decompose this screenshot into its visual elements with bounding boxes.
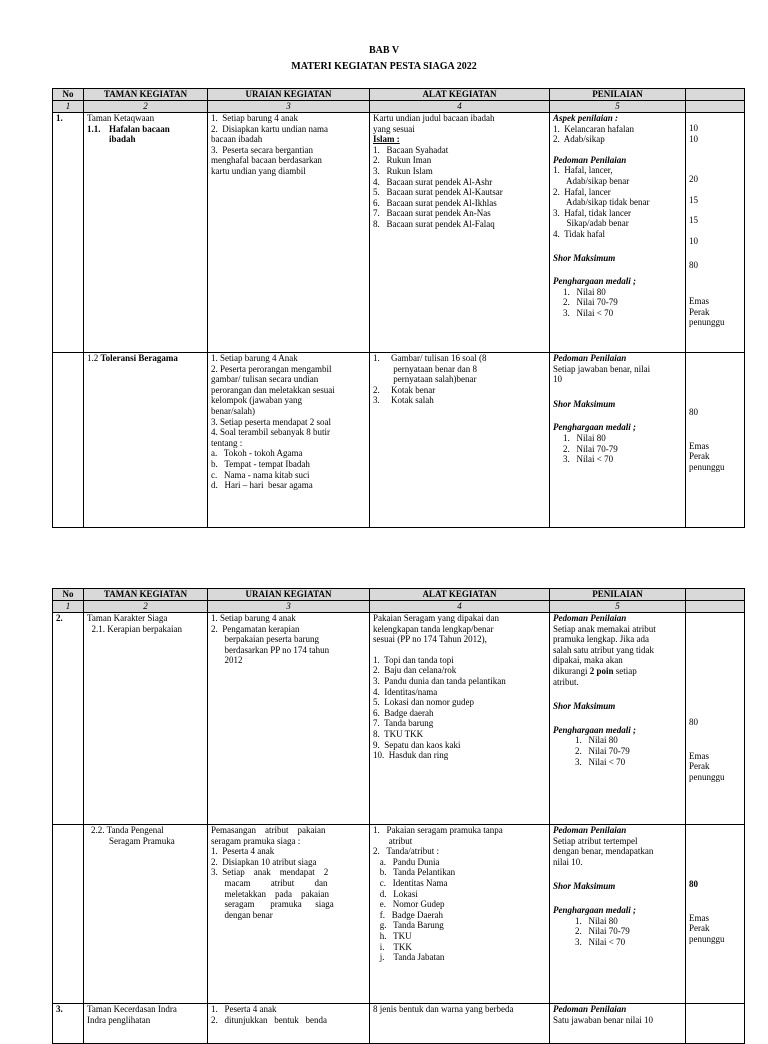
- chapter-label: BAB V: [368, 45, 400, 56]
- medali-item: 3. Nilai < 70: [575, 756, 626, 767]
- aspek-item: 1. Kelancaran hafalan: [553, 123, 634, 134]
- pedoman-text-part: dikurangi: [553, 665, 588, 676]
- penilaian-cell: [550, 613, 686, 825]
- taman-title: Taman Kecerdasan Indra: [87, 1004, 177, 1014]
- medali-heading: Penghargaan medali ;: [553, 276, 637, 287]
- alat-item: f. Badge Daerah: [373, 909, 443, 920]
- aspek-item: 2. Adab/sikap: [553, 134, 605, 145]
- alat-item: 1. Bacaan Syahadat: [373, 144, 449, 155]
- index-cell: [686, 101, 745, 113]
- score-value: 10: [689, 235, 698, 246]
- alat-item: 1. Topi dan tanda topi: [373, 654, 454, 665]
- header-penilaian: PENILAIAN: [550, 589, 686, 601]
- header-no: No: [53, 89, 84, 101]
- medali-item: 2. Nilai 70-79: [563, 297, 618, 308]
- pedoman-item: Adab/sikap tidak benar: [553, 197, 650, 208]
- header-alat: ALAT KEGIATAN: [370, 589, 550, 601]
- alat-line: kelengkapan tanda lengkap/benar: [373, 623, 494, 634]
- activity-table-2: [52, 588, 745, 1044]
- header-no: No: [53, 589, 84, 601]
- taman-cell: [84, 113, 208, 353]
- medali-item: 1. Nilai 80: [575, 915, 618, 926]
- score-max: 80: [689, 407, 698, 417]
- taman-sub: Indra penglihatan: [87, 1014, 151, 1025]
- taman-number: 1.2: [87, 353, 99, 363]
- alat-cell: [370, 825, 550, 1004]
- uraian-item: 2. ditunjukkan bentuk benda: [211, 1014, 327, 1025]
- taman-cell: [84, 825, 208, 1004]
- index-cell: 5: [550, 601, 686, 613]
- alat-item: 3. Kotak salah: [373, 395, 434, 406]
- header-uraian: URAIAN KEGIATAN: [208, 89, 370, 101]
- alat-item: 4. Bacaan surat pendek Al-Ashr: [373, 176, 493, 187]
- score-value: 15: [689, 215, 698, 226]
- medal-label: Perak: [689, 761, 710, 772]
- taman-sub: 2.1. Kerapian berpakaian: [87, 623, 182, 634]
- taman-sub-line: Hafalan bacaan: [109, 123, 170, 134]
- alat-item: 9. Sepatu dan kaos kaki: [373, 739, 461, 750]
- alat-item: 5. Bacaan surat pendek Al-Kautsar: [373, 187, 503, 198]
- uraian-line: 3. Setiap peserta mendapat 2 soal: [211, 416, 331, 427]
- alat-item: 1. Gambar/ tulisan 16 soal (8: [373, 353, 487, 363]
- table-row: [53, 825, 745, 1004]
- shor-maksimum-label: Shor Maksimum: [553, 701, 616, 712]
- activity-table-1: [52, 88, 745, 528]
- index-cell: 2: [84, 601, 208, 613]
- uraian-line: 1. Setiap barung 4 anak: [211, 613, 296, 623]
- penilaian-cell: [550, 825, 686, 1004]
- uraian-item: 2. Disiapkan 10 atribut siaga: [211, 856, 317, 867]
- alat-cell: [370, 613, 550, 825]
- shor-maksimum-label: Shor Maksimum: [553, 252, 616, 263]
- index-cell: 2: [84, 101, 208, 113]
- alat-item: 3. Pandu dunia dan tanda pelantikan: [373, 675, 506, 686]
- medal-label: Perak: [689, 306, 710, 317]
- uraian-line: 1. Setiap barung 4 anak: [211, 113, 298, 123]
- header-score: [686, 89, 745, 101]
- index-cell: 4: [370, 601, 550, 613]
- uraian-line: tentang :: [211, 437, 243, 448]
- uraian-line: b. Tempat - tempat Ibadah: [211, 458, 310, 469]
- alat-heading: Islam :: [373, 134, 400, 145]
- medali-heading: Penghargaan medali ;: [553, 904, 637, 915]
- medal-label: Emas: [689, 440, 709, 451]
- score-value: 15: [689, 194, 698, 205]
- score-max: 80: [689, 259, 698, 270]
- pedoman-text: dipakai, maka akan: [553, 655, 623, 666]
- alat-item: 8. Bacaan surat pendek Al-Falaq: [373, 218, 495, 229]
- medali-item: 3. Nilai < 70: [563, 307, 614, 318]
- medal-label: penunggu: [689, 317, 725, 328]
- header-taman: TAMAN KEGIATAN: [84, 589, 208, 601]
- uraian-line: seragam pramuka siaga :: [211, 835, 301, 846]
- uraian-line: a. Tokoh - tokoh Agama: [211, 448, 303, 459]
- row-number: 1.: [53, 113, 84, 353]
- alat-line: Kartu undian judul bacaan ibadah: [373, 113, 495, 123]
- taman-sub-label: [109, 124, 170, 145]
- taman-title: Taman Ketaqwaan: [87, 113, 155, 123]
- header-uraian: URAIAN KEGIATAN: [208, 589, 370, 601]
- uraian-line: kartu undian yang diambil: [211, 165, 306, 176]
- uraian-line: 2. Disiapkan kartu undian nama: [211, 123, 328, 134]
- alat-item: pernyataan benar dan 8: [373, 363, 477, 374]
- pedoman-heading: Pedoman Penilaian: [553, 154, 627, 165]
- medali-heading: Penghargaan medali ;: [553, 724, 637, 735]
- uraian-line: 1. Setiap barung 4 Anak: [211, 353, 298, 363]
- alat-cell: [370, 113, 550, 353]
- index-cell: 4: [370, 101, 550, 113]
- alat-item: d. Lokasi: [373, 888, 418, 899]
- alat-line: 8 jenis bentuk dan warna yang berbeda: [373, 1004, 514, 1014]
- alat-item: a. Pandu Dunia: [373, 856, 440, 867]
- taman-sub: [87, 124, 204, 145]
- taman-sub-number: 1.1.: [87, 123, 101, 134]
- uraian-item: meletakkan pada pakaian: [211, 888, 329, 899]
- uraian-line: berpakaian peserta barung: [211, 634, 319, 645]
- index-row: [53, 101, 745, 113]
- uraian-item: 3. Setiap anak mendapat 2: [211, 867, 329, 878]
- score-max: 80: [689, 879, 698, 889]
- pedoman-item: 2. Hafal, lancer: [553, 186, 611, 197]
- alat-item: 2. Tanda/atribut :: [373, 846, 439, 857]
- pedoman-text: Setiap jawaban benar, nilai: [553, 363, 651, 374]
- pedoman-text-part: setiap: [613, 665, 637, 676]
- alat-item: 7. Bacaan surat pendek An-Nas: [373, 208, 491, 219]
- medal-label: Emas: [689, 750, 709, 761]
- row-number: 3.: [53, 1004, 84, 1044]
- alat-item: g. Tanda Barung: [373, 920, 444, 931]
- medali-item: 3. Nilai < 70: [563, 454, 614, 465]
- uraian-line: menghafal bacaan berdasarkan: [211, 155, 322, 166]
- medali-item: 1. Nilai 80: [575, 735, 618, 746]
- alat-item: 3. Rukun Islam: [373, 165, 433, 176]
- table-row: [53, 353, 745, 528]
- alat-item: 1. Pakaian seragam pramuka tanpa: [373, 825, 503, 835]
- index-cell: 5: [550, 101, 686, 113]
- pedoman-text: 10: [553, 374, 562, 385]
- uraian-line: berdasarkan PP no 174 tahun: [211, 644, 330, 655]
- medali-item: 2. Nilai 70-79: [575, 926, 630, 937]
- uraian-line: bacaan ibadah: [211, 134, 263, 145]
- uraian-item: 1. Peserta 4 anak: [211, 1004, 277, 1014]
- uraian-line: perorangan dan meletakkan sesuai: [211, 384, 335, 395]
- uraian-line: 4. Soal terambil sebanyak 8 butir: [211, 427, 330, 438]
- taman-cell: [84, 353, 208, 528]
- uraian-line: 3. Peserta secara bergantian: [211, 144, 314, 155]
- score-max: 80: [689, 717, 698, 727]
- pedoman-text: nilai 10.: [553, 856, 583, 867]
- index-cell: 1: [53, 601, 84, 613]
- medali-item: 2. Nilai 70-79: [563, 443, 618, 454]
- medali-heading: Penghargaan medali ;: [553, 422, 637, 433]
- pedoman-text: Setiap atribut tertempel: [553, 835, 638, 846]
- penilaian-cell: [550, 113, 686, 353]
- taman-title: Taman Karakter Siaga: [87, 613, 168, 623]
- medal-label: penunggu: [689, 771, 725, 782]
- taman-title: Seragam Pramuka: [109, 835, 175, 846]
- medal-label: penunggu: [689, 461, 725, 472]
- pedoman-heading: Pedoman Penilaian: [553, 1004, 627, 1014]
- uraian-line: benar/salah): [211, 405, 255, 416]
- score-value: 10: [689, 123, 698, 133]
- index-cell: 1: [53, 101, 84, 113]
- header-penilaian: PENILAIAN: [550, 89, 686, 101]
- uraian-line: gambar/ tulisan secara undian: [211, 374, 319, 385]
- alat-item: pernyataan salah)benar: [373, 374, 477, 385]
- medali-item: 2. Nilai 70-79: [575, 745, 630, 756]
- uraian-line: 2. Pengamatan kerapian: [211, 623, 300, 634]
- header-taman: TAMAN KEGIATAN: [84, 89, 208, 101]
- taman-title: 2.2. Tanda Pengenal: [91, 825, 164, 835]
- alat-line: sesuai (PP no 174 Tahun 2012),: [373, 634, 487, 645]
- index-cell: [686, 601, 745, 613]
- penilaian-cell: [550, 353, 686, 528]
- medal-label: Perak: [689, 451, 710, 462]
- score-value: 10: [689, 133, 698, 144]
- medali-item: 1. Nilai 80: [563, 286, 606, 297]
- uraian-item: macam atribut dan: [211, 877, 328, 888]
- alat-item: 2. Kotak benar: [373, 384, 436, 395]
- pedoman-text: Setiap anak memakai atribut: [553, 623, 656, 634]
- alat-item: h. TKU: [373, 930, 412, 941]
- alat-line: Pakaian Seragam yang dipakai dan: [373, 613, 499, 623]
- uraian-item: 1. Peserta 4 anak: [211, 846, 275, 857]
- pedoman-item: 4. Tidak hafal: [553, 228, 606, 239]
- header-row: [53, 589, 745, 601]
- score-value: 20: [689, 174, 698, 185]
- medal-label: Emas: [689, 296, 709, 307]
- alat-item: b. Tanda Pelantikan: [373, 867, 456, 878]
- medali-item: 1. Nilai 80: [563, 432, 606, 443]
- uraian-line: d. Hari – hari besar agama: [211, 480, 313, 491]
- pedoman-item: Sikap/adab benar: [553, 218, 629, 229]
- alat-item: 2. Rukun Iman: [373, 155, 432, 166]
- pedoman-text: atribut.: [553, 676, 579, 687]
- header-score: [686, 589, 745, 601]
- alat-item: e. Nomor Gudep: [373, 899, 445, 910]
- score-cell: [686, 353, 745, 528]
- shor-maksimum-label: Shor Maksimum: [553, 398, 616, 409]
- pedoman-text: salah satu atribut yang tidak: [553, 644, 654, 655]
- alat-item: 5. Lokasi dan nomor gudep: [373, 697, 474, 708]
- uraian-line: 2. Peserta perorangan mengambil: [211, 363, 332, 374]
- uraian-cell: [208, 825, 370, 1004]
- alat-item: 6. Badge daerah: [373, 707, 434, 718]
- medal-label: Perak: [689, 923, 710, 934]
- index-row: [53, 601, 745, 613]
- index-cell: 3: [208, 601, 370, 613]
- alat-line: yang sesuai: [373, 123, 415, 134]
- pedoman-item: 3. Hafal, tidak lancer: [553, 207, 631, 218]
- uraian-cell: [208, 353, 370, 528]
- alat-item: 6. Bacaan surat pendek Al-Ikhlas: [373, 197, 497, 208]
- header-alat: ALAT KEGIATAN: [370, 89, 550, 101]
- uraian-item: seragam pramuka siaga: [211, 899, 334, 910]
- index-cell: 3: [208, 101, 370, 113]
- pedoman-text: dengan benar, mendapatkan: [553, 846, 654, 857]
- alat-item: c. Identitas Nama: [373, 877, 448, 888]
- alat-cell: [370, 353, 550, 528]
- alat-item: 2. Baju dan celana/rok: [373, 665, 457, 676]
- uraian-line: kelompok (jawaban yang: [211, 395, 302, 406]
- pedoman-item: Adab/sikap benar: [553, 175, 630, 186]
- taman-title: Toleransi Beragama: [100, 353, 178, 363]
- uraian-line: c. Nama - nama kitab suci: [211, 469, 310, 480]
- alat-item: 7. Tanda barung: [373, 718, 434, 729]
- pedoman-heading: Pedoman Penilaian: [553, 613, 627, 623]
- pedoman-text: pramuka lengkap. Jika ada: [553, 634, 649, 645]
- medal-label: Emas: [689, 912, 709, 923]
- shor-maksimum-label: Shor Maksimum: [553, 881, 616, 892]
- medal-label: penunggu: [689, 933, 725, 944]
- pedoman-text: Satu jawaban benar nilai 10: [553, 1014, 653, 1025]
- score-cell: [686, 613, 745, 825]
- table-row: [53, 613, 745, 825]
- taman-sub-line: ibadah: [109, 134, 136, 145]
- alat-item: 4. Identitas/nama: [373, 686, 438, 697]
- pedoman-text: [553, 666, 682, 677]
- uraian-line: 2012: [211, 655, 243, 666]
- row-number: 2.: [53, 613, 84, 825]
- score-cell: [686, 113, 745, 353]
- uraian-line: Pemasangan atribut pakaian: [211, 825, 326, 835]
- pedoman-item: 1. Hafal, lancer,: [553, 165, 613, 176]
- header-row: [53, 89, 745, 101]
- uraian-cell: [208, 613, 370, 825]
- uraian-item: dengan benar: [211, 909, 273, 920]
- alat-item: 8. TKU TKK: [373, 728, 424, 739]
- medali-item: 3. Nilai < 70: [575, 936, 626, 947]
- table-row: [53, 113, 745, 353]
- pedoman-heading: Pedoman Penilaian: [553, 353, 627, 363]
- taman-cell: [84, 613, 208, 825]
- aspek-heading: Aspek penilaian :: [553, 113, 619, 123]
- alat-item: 10. Hasduk dan ring: [373, 750, 449, 761]
- uraian-cell: [208, 113, 370, 353]
- score-cell: [686, 825, 745, 1004]
- alat-item: j. Tanda Jabatan: [373, 952, 445, 963]
- alat-item: atribut: [373, 835, 413, 846]
- page-title: MATERI KEGIATAN PESTA SIAGA 2022: [291, 61, 477, 72]
- alat-item: i. TKK: [373, 941, 412, 952]
- pedoman-heading: Pedoman Penilaian: [553, 825, 627, 835]
- poin-value: 2 poin: [589, 665, 614, 676]
